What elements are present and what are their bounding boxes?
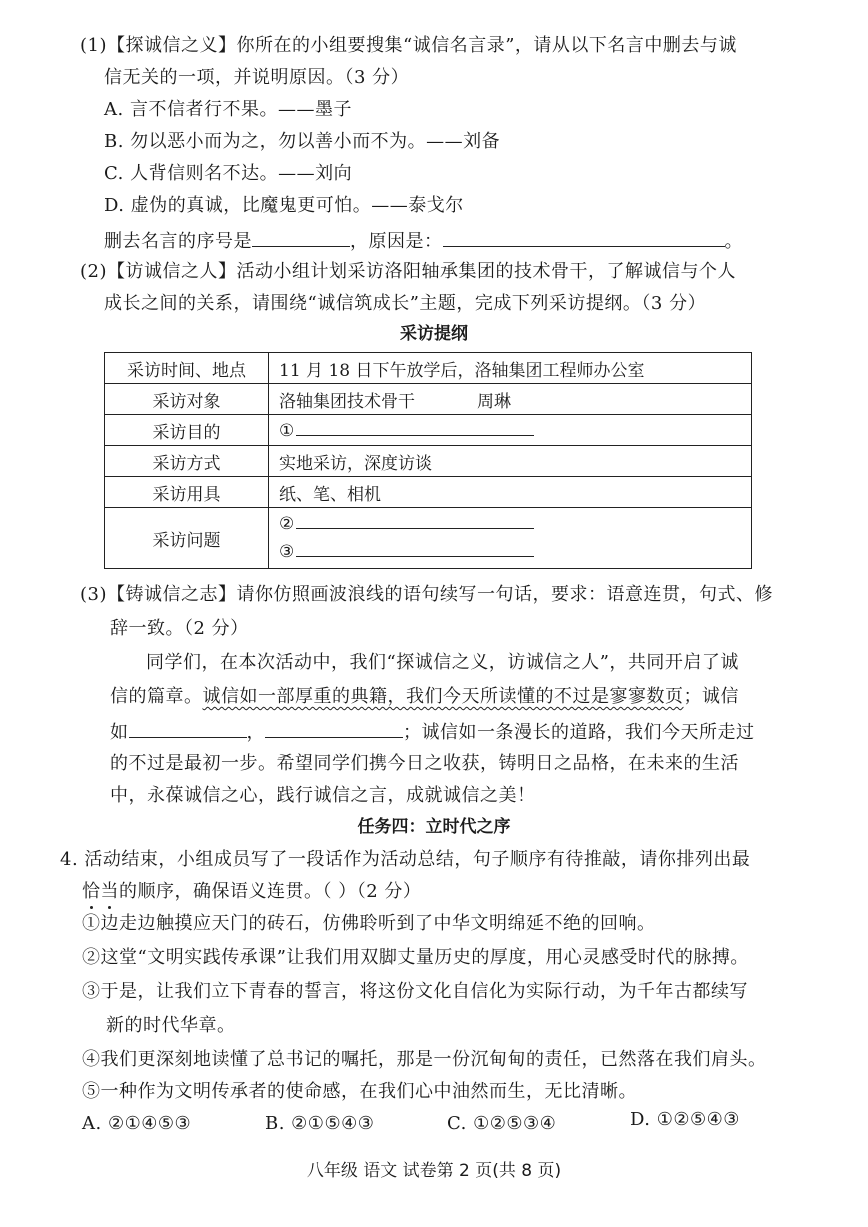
table-row [105, 353, 752, 384]
interview-outline-table [104, 352, 752, 569]
question-2-blank[interactable] [296, 512, 534, 529]
table-row [105, 415, 752, 446]
q1-option-d: D. 虚伪的真诚，比魔鬼更可怕。——泰戈尔 [104, 195, 464, 216]
q4-stem-line2 [82, 880, 421, 904]
table-row [105, 508, 752, 569]
q4-stem-line1: 4. 活动结束，小组成员写了一段话作为活动总结，句子顺序有待推敲，请你排列出最 [60, 849, 751, 870]
q3-para-line3-start: 如 [110, 722, 129, 743]
q3-continuation-blank-2[interactable] [265, 719, 403, 738]
sentence-2: ②这堂“文明实践传承课”让我们用双脚丈量历史的厚度，用心灵感受时代的脉搏。 [82, 947, 749, 968]
question-2-line [279, 510, 741, 538]
q1-option-a: A. 言不信者行不果。——墨子 [104, 99, 352, 120]
q1-answer-line [104, 228, 743, 254]
q3-para-line1: 同学们，在本次活动中，我们“探诚信之义，访诚信之人”，共同开启了诚 [146, 652, 739, 673]
q3-stem-line2: 辞一致。（2 分） [110, 618, 249, 639]
row-label-purpose: 采访目的 [105, 415, 269, 446]
row-label-interviewee: 采访对象 [105, 384, 269, 415]
q1-option-b: B. 勿以恶小而为之，勿以善小而不为。——刘备 [104, 131, 501, 152]
question-3-marker: ③ [279, 542, 295, 562]
choice-a: A. ②①④⑤③ [82, 1113, 192, 1134]
row-value-tools: 纸、笔、相机 [269, 477, 752, 508]
q2-stem-line2: 成长之间的关系，请围绕“诚信筑成长”主题，完成下列采访提纲。（3 分） [104, 293, 707, 314]
choice-d: D. ①②⑤④③ [630, 1109, 740, 1130]
q3-para-line2 [110, 685, 739, 709]
q1-answer-end: 。 [724, 231, 743, 252]
sentence-1: ①边走边触摸应天门的砖石，仿佛聆听到了中华文明绵延不绝的回响。 [82, 913, 656, 934]
q4-stem-line2-rest: 的顺序，确保语义连贯。（ ）（2 分） [119, 881, 422, 902]
interviewee-role: 洛轴集团技术骨干 [279, 391, 415, 412]
table-row [105, 446, 752, 477]
q1-reason-blank[interactable] [443, 228, 725, 247]
sentence-3-continued: 新的时代华章。 [106, 1015, 236, 1036]
q3-para-line3-comma: ， [246, 722, 265, 743]
interview-outline-title: 采访提纲 [400, 324, 468, 344]
q3-para-line3-end: ；诚信如一条漫长的道路，我们今天所走过 [403, 722, 755, 743]
row-label-time-place: 采访时间、地点 [105, 353, 269, 384]
question-2-marker: ② [279, 514, 295, 534]
purpose-marker: ① [279, 421, 295, 441]
sentence-4: ④我们更深刻地读懂了总书记的嘱托，那是一份沉甸甸的责任，已然落在我们肩头。 [82, 1049, 767, 1070]
q3-para-line2-end: ；诚信 [683, 686, 739, 707]
q1-answer-middle: ，原因是： [350, 231, 443, 252]
sentence-5: ⑤一种作为文明传承者的使命感，在我们心中油然而生，无比清晰。 [82, 1081, 637, 1102]
row-value-purpose [269, 415, 752, 446]
emphasis-char-1: 恰 [82, 881, 101, 902]
row-value-method: 实地采访，深度访谈 [269, 446, 752, 477]
q1-answer-prefix: 删去名言的序号是 [104, 231, 252, 252]
table-row [105, 477, 752, 508]
q2-stem-line1: (2)【访诚信之人】活动小组计划采访洛阳轴承集团的技术骨干，了解诚信与个人 [80, 261, 736, 282]
sentence-3: ③于是，让我们立下青春的誓言，将这份文化自信化为实际行动，为千年古都续写 [82, 981, 748, 1002]
row-value-interviewee [269, 384, 752, 415]
emphasis-char-2: 当 [100, 881, 119, 902]
q1-stem-line2: 信无关的一项，并说明原因。（3 分） [104, 67, 410, 88]
question-3-line [279, 538, 741, 566]
q3-para-line3 [110, 719, 755, 745]
choice-b: B. ②①⑤④③ [265, 1113, 375, 1134]
q3-para-line5: 中，永葆诚信之心，践行诚信之言，成就诚信之美！ [110, 785, 536, 806]
task4-heading: 任务四：立时代之序 [357, 817, 511, 837]
table-row [105, 384, 752, 415]
page-footer: 八年级 语文 试卷第 2 页(共 8 页) [306, 1161, 562, 1181]
question-3-blank[interactable] [296, 540, 534, 557]
q3-para-line4: 的不过是最初一步。希望同学们携今日之收获，铸明日之品格，在未来的生活 [110, 753, 739, 774]
row-label-method: 采访方式 [105, 446, 269, 477]
q1-number-blank[interactable] [252, 228, 350, 247]
q3-para-line2-start: 信的篇章。 [110, 686, 203, 707]
q3-stem-line1: (3)【铸诚信之志】请你仿照画波浪线的语句续写一句话，要求：语意连贯，句式、修 [80, 584, 773, 605]
choice-c: C. ①②⑤③④ [447, 1113, 557, 1134]
q1-stem-line1: (1)【探诚信之义】你所在的小组要搜集“诚信名言录”，请从以下名言中删去与诚 [80, 35, 737, 56]
wavy-underlined-sentence: 诚信如一部厚重的典籍，我们今天所读懂的不过是寥寥数页 [202, 686, 684, 707]
row-label-tools: 采访用具 [105, 477, 269, 508]
row-value-questions [269, 508, 752, 569]
purpose-blank[interactable] [296, 419, 534, 436]
row-value-time-place: 11 月 18 日下午放学后，洛轴集团工程师办公室 [269, 353, 752, 384]
row-label-questions: 采访问题 [105, 508, 269, 569]
q1-option-c: C. 人背信则名不达。——刘向 [104, 163, 353, 184]
interviewee-name: 周琳 [477, 391, 511, 412]
q3-continuation-blank-1[interactable] [129, 719, 247, 738]
